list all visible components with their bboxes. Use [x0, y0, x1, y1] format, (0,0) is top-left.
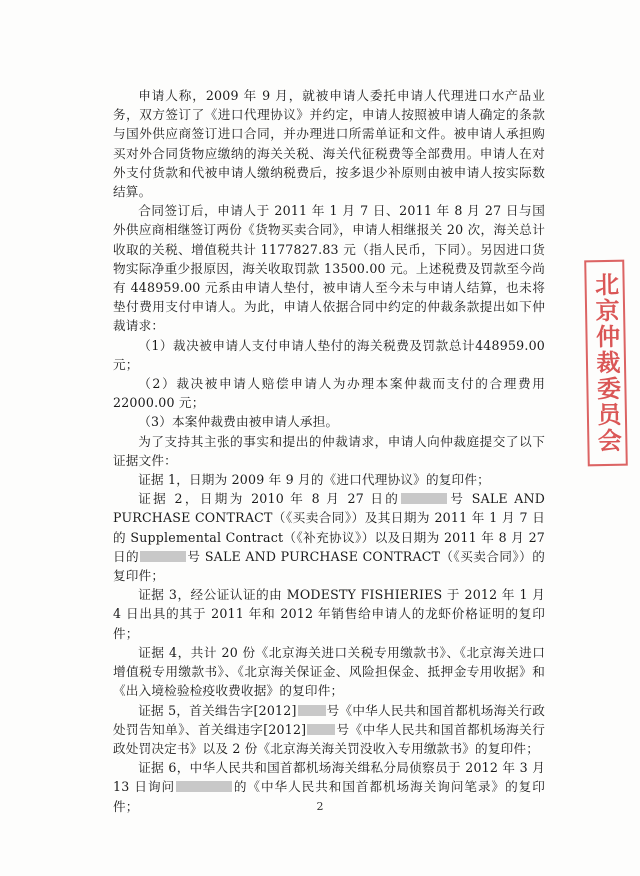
evidence-6-part1: 证据 6，中华人民共和国首都机场海关缉私分局侦察员于 2012 年 3 月 13 日询问	[113, 760, 545, 795]
paragraph-contract-facts: 合同签订后，申请人于 2011 年 1 月 7 日、2011 年 8 月 27 日与国外供应商相继签订两份《货物买卖合同》，申请人相继报关 20 次，海关总计收取的关税、增值税共计 1177827.83 元（指人民币，下同）。另因进口货物实际净重少报原因，海关收取罚款 13500.00 元。上述税费及罚款至今尚有 448959.00 元系由申请人垫付，被申请人至今未与申请人结算，也未将垫付费用支付申请人。为此，申请人依据合同中约定的仲裁条款提出如下仲裁请求：	[113, 203, 545, 334]
arbitration-commission-stamp	[584, 260, 628, 467]
evidence-4: 证据 4，共计 20 份《北京海关进口关税专用缴款书》、《北京海关进口增值税专用缴款书》、《北京海关保证金、风险担保金、抵押金专用收据》和《出入境检验检疫收费收据》的复印件；	[113, 644, 545, 699]
evidence-1: 证据 1，日期为 2009 年 9 月的《进口代理协议》的复印件；	[138, 472, 490, 488]
claim-item-2: （2）裁决被申请人赔偿申请人为办理本案仲裁而支付的合理费用22000.00 元；	[113, 376, 545, 411]
claim-item-3: （3）本案仲裁费由被申请人承担。	[138, 414, 339, 430]
claim-item-1: （1）裁决被申请人支付申请人垫付的海关税费及罚款总计448959.00 元；	[113, 337, 545, 372]
stamp-text: 北京仲裁委员会	[590, 271, 622, 455]
evidence-6-part2: 的《中华人民共和国首都机场海关询问笔录》的复印件；	[113, 779, 545, 814]
evidence-2-part3: 号 SALE AND PURCHASE CONTRACT（《买卖合同》）的复印件；	[113, 548, 545, 584]
body-text	[113, 86, 545, 816]
page-number: 2	[316, 800, 324, 813]
evidence-5-part2: 号《中华人民共和国首都机场海关行政处罚告知单》、首关缉违字[2012]	[113, 702, 545, 737]
redaction-mark	[140, 551, 186, 562]
redaction-mark	[401, 493, 447, 504]
evidence-2-part1: 证据 2，日期为 2010 年 8 月 27 日的	[138, 491, 401, 507]
evidence-5-part3: 号《中华人民共和国首都机场海关行政处罚决定书》以及 2 份《北京海关海关罚没收入专用缴款书》的复印件；	[113, 721, 545, 756]
evidence-5-part1: 证据 5，首关缉告字[2012]	[138, 702, 297, 718]
redaction-mark	[298, 705, 326, 716]
evidence-2-part2: 号 SALE AND PURCHASE CONTRACT（《买卖合同》）及其日期为 2011 年 1 月 7 日的 Supplemental Contract（《补充协议》）以及日期为 2011 年 8 月 27 日的	[113, 491, 546, 564]
redaction-mark	[176, 781, 232, 792]
evidence-3: 证据 3，经公证认证的由 MODESTY FISHIERIES 于 2012 年 1 月 4 日出具的其于 2011 年和 2012 年销售给申请人的龙虾价格证明的复印件；	[113, 587, 545, 641]
redaction-mark	[307, 724, 335, 735]
paragraph-evidence-intro: 为了支持其主张的事实和提出的仲裁请求，申请人向仲裁庭提交了以下证据文件：	[113, 433, 545, 468]
evidence-5	[113, 701, 545, 759]
paragraph-claim-background: 申请人称，2009 年 9 月，就被申请人委托申请人代理进口水产品业务，双方签订了《进口代理协议》并约定，申请人按照被申请人确定的条款与国外供应商签订进口合同，并办理进口所需单证和文件。被申请人承担购买对外合同货物应缴纳的海关关税、海关代征税费等全部费用。申请人在对外支付货款和代被申请人缴纳税费后，按多退少补原则由被申请人按实际数结算。	[113, 88, 545, 200]
evidence-2	[113, 489, 545, 585]
